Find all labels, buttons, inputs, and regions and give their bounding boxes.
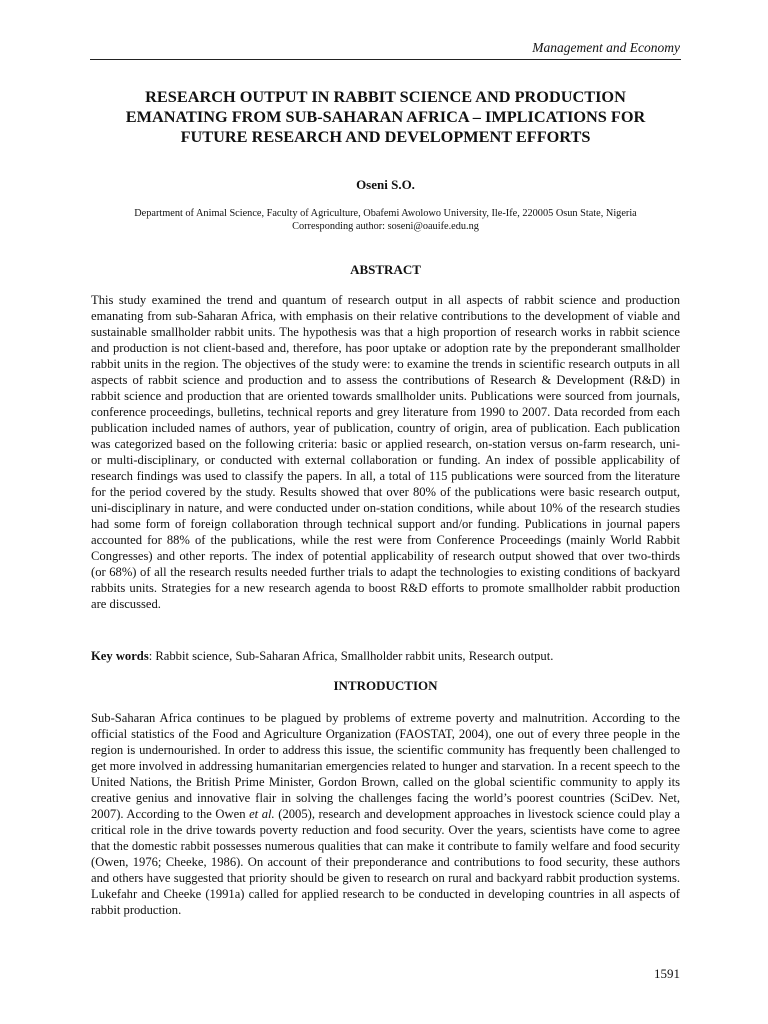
title-line: EMANATING FROM SUB-SAHARAN AFRICA – IMPLICATIONS FOR <box>125 107 646 126</box>
keywords-label: Key words <box>91 649 149 663</box>
keywords-text: : Rabbit science, Sub-Saharan Africa, Smallholder rabbit units, Research output. <box>148 649 554 663</box>
title-line: FUTURE RESEARCH AND DEVELOPMENT EFFORTS <box>180 127 591 146</box>
corresponding-author: Corresponding author: soseni@oauife.edu.ng <box>292 221 479 232</box>
keywords <box>91 648 680 664</box>
title-line: RESEARCH OUTPUT IN RABBIT SCIENCE AND PRODUCTION <box>145 87 626 106</box>
paper-title <box>90 87 681 147</box>
intro-italic: et al. <box>249 807 275 821</box>
header-rule <box>90 59 681 60</box>
author-name: Oseni S.O. <box>356 177 415 192</box>
intro-text-part: (2005), research and development approaches in livestock science could play a critical role in the drive towards poverty reduction and food security. Over the years, scientists have come to agree that the domestic rabbit possesses numerous qualities that can make it contribute to family welfare and food security (Owen, 1976; Cheeke, 1986). On account of their preponderance and contributions to food security, these authors and others have suggested that priority should be given to research on rural and backyard rabbit production systems. Lukefahr and Cheeke (1991a) called for applied research to be conducted in developing countries in all aspects of rabbit production. <box>91 807 681 917</box>
abstract-heading: ABSTRACT <box>350 262 421 277</box>
running-header: Management and Economy <box>532 40 680 55</box>
author-affiliation <box>90 207 681 233</box>
abstract-text: This study examined the trend and quantum of research output in all aspects of rabbit science and production emanating from sub-Saharan Africa, with emphasis on their relative contributions to the development of viable and sustainable smallholder rabbit units. The hypothesis was that a high proportion of research works in rabbit science and production is not client-based and, therefore, has poor uptake or adoption rate by the preponderant smallholder rabbit units in the region. The objectives of the study were: to examine the trends in scientific research outputs in all aspects of rabbit science and production and to assess the contributions of Research & Development (R&D) in rabbit science and production that are oriented towards smallholder units. Publications were sourced from journals, conference proceedings, bulletins, technical reports and grey literature from 1990 to 2007. Data recorded from each publication included names of authors, year of publication, country of origin, area of publication. Each publication was categorized based on the following criteria: basic or applied research, on-station versus on-farm research, uni- or multi-disciplinary, or conducted with external collaboration or funding. An index of possible applicability of research findings was used to classify the papers. In all, a total of 115 publications were sourced from the literature for the period covered by the study. Results showed that over 80% of the publications were basic research output, uni-disciplinary in nature, and were conducted under on-station conditions, while about 10% of the research studies had some form of foreign collaboration through technical support and/or funding. Publications in journal papers accounted for 88% of the publications, while the rest were from Conference Proceedings (mainly World Rabbit Congresses) and other reports. The index of potential applicability of research output showed that over two-thirds (or 68%) of all the research results needed further trials to adapt the technologies to existing conditions of backyard rabbits units. Strategies for a new research agenda to boost R&D efforts to promote smallholder rabbit production are discussed. <box>91 293 680 611</box>
introduction-heading: INTRODUCTION <box>333 678 438 693</box>
intro-text-part: Sub-Saharan Africa continues to be plagued by problems of extreme poverty and malnutrition. According to the official statistics of the Food and Agriculture Organization (FAOSTAT, 2004), one out of every three people in the region is undernourished. In order to address this issue, the scientific community has frequently been challenged to get more involved in addressing humanitarian emergencies related to hunger and starvation. In a recent speech to the United Nations, the British Prime Minister, Gordon Brown, called on the global scientific community to apply its creative genius and innovative flair in solving the challenges facing the world’s poorest countries (SciDev. Net, 2007). According to the Owen <box>91 711 680 821</box>
affiliation-text: Department of Animal Science, Faculty of Agriculture, Obafemi Awolowo University, Ile-Ife, 220005 Osun State, Nigeria <box>134 208 637 219</box>
introduction-text <box>91 710 680 918</box>
page-number: 1591 <box>654 966 680 981</box>
